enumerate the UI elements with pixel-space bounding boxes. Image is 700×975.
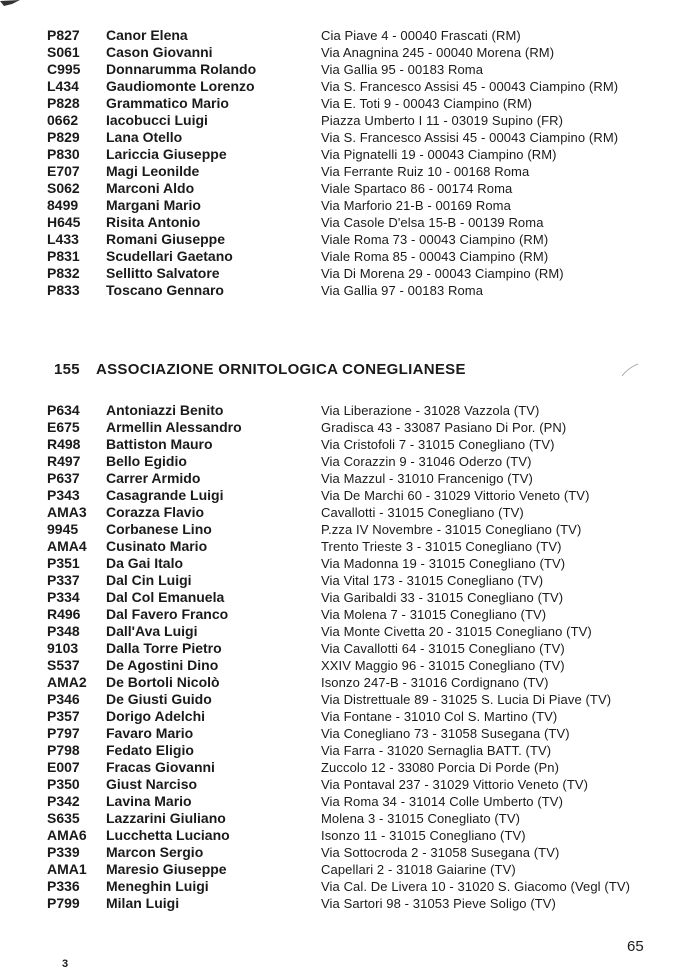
member-name: Corazza Flavio bbox=[106, 504, 205, 520]
list-item bbox=[0, 708, 700, 725]
member-address: Capellari 2 - 31018 Gaiarine (TV) bbox=[321, 862, 516, 877]
member-code: P831 bbox=[47, 248, 80, 264]
member-code: P337 bbox=[47, 572, 80, 588]
member-code: P798 bbox=[47, 742, 80, 758]
section-heading bbox=[54, 361, 466, 378]
member-name: Battiston Mauro bbox=[106, 436, 213, 452]
member-name: Magi Leonilde bbox=[106, 163, 200, 179]
member-code: P342 bbox=[47, 793, 80, 809]
list-item bbox=[0, 27, 700, 44]
list-item bbox=[0, 402, 700, 419]
list-item bbox=[0, 623, 700, 640]
list-item bbox=[0, 95, 700, 112]
member-list-top bbox=[0, 27, 700, 299]
footer-mark: 3 bbox=[62, 958, 69, 970]
member-address: Via Di Morena 29 - 00043 Ciampino (RM) bbox=[321, 266, 564, 281]
member-code: P833 bbox=[47, 282, 80, 298]
member-address: Via Cristofoli 7 - 31015 Conegliano (TV) bbox=[321, 437, 555, 452]
list-item bbox=[0, 555, 700, 572]
list-item bbox=[0, 674, 700, 691]
member-name: Cusinato Mario bbox=[106, 538, 208, 554]
member-name: Cason Giovanni bbox=[106, 44, 213, 60]
member-name: Grammatico Mario bbox=[106, 95, 229, 111]
member-address: Via Garibaldi 33 - 31015 Conegliano (TV) bbox=[321, 590, 564, 605]
member-code: P334 bbox=[47, 589, 80, 605]
member-address: Via E. Toti 9 - 00043 Ciampino (RM) bbox=[321, 96, 533, 111]
member-name: De Giusti Guido bbox=[106, 691, 212, 707]
member-address: Cia Piave 4 - 00040 Frascati (RM) bbox=[321, 28, 521, 43]
list-item bbox=[0, 197, 700, 214]
list-item bbox=[0, 129, 700, 146]
member-code: P350 bbox=[47, 776, 80, 792]
member-name: Meneghin Luigi bbox=[106, 878, 209, 894]
member-name: Armellin Alessandro bbox=[106, 419, 242, 435]
list-item bbox=[0, 453, 700, 470]
member-address: Via Pontaval 237 - 31029 Vittorio Veneto (TV) bbox=[321, 777, 589, 792]
member-name: Fedato Eligio bbox=[106, 742, 194, 758]
member-address: Via Marforio 21-B - 00169 Roma bbox=[321, 198, 511, 213]
member-code: 9945 bbox=[47, 521, 79, 537]
member-name: Risita Antonio bbox=[106, 214, 201, 230]
list-item bbox=[0, 231, 700, 248]
member-code: L434 bbox=[47, 78, 79, 94]
member-name: Lazzarini Giuliano bbox=[106, 810, 226, 826]
member-address: XXIV Maggio 96 - 31015 Conegliano (TV) bbox=[321, 658, 565, 673]
member-code: P637 bbox=[47, 470, 80, 486]
list-item bbox=[0, 163, 700, 180]
list-item bbox=[0, 861, 700, 878]
member-address: Via Cal. De Livera 10 - 31020 S. Giacomo (Vegl (TV) bbox=[321, 879, 631, 894]
member-code: P797 bbox=[47, 725, 80, 741]
list-item bbox=[0, 589, 700, 606]
member-code: S537 bbox=[47, 657, 80, 673]
member-code: C995 bbox=[47, 61, 81, 77]
list-item bbox=[0, 487, 700, 504]
list-item bbox=[0, 657, 700, 674]
member-code: 8499 bbox=[47, 197, 79, 213]
member-address: Viale Spartaco 86 - 00174 Roma bbox=[321, 181, 513, 196]
member-name: Lavina Mario bbox=[106, 793, 192, 809]
member-list-main bbox=[0, 402, 700, 912]
member-address: Via S. Francesco Assisi 45 - 00043 Ciampino (RM) bbox=[321, 79, 619, 94]
member-code: P348 bbox=[47, 623, 80, 639]
member-code: AMA6 bbox=[47, 827, 87, 843]
member-name: Lariccia Giuseppe bbox=[106, 146, 227, 162]
member-name: Antoniazzi Benito bbox=[106, 402, 224, 418]
member-address: Isonzo 11 - 31015 Conegliano (TV) bbox=[321, 828, 526, 843]
member-name: Marcon Sergio bbox=[106, 844, 204, 860]
list-item bbox=[0, 895, 700, 912]
member-code: S061 bbox=[47, 44, 80, 60]
member-address: Cavallotti - 31015 Conegliano (TV) bbox=[321, 505, 524, 520]
page-number: 65 bbox=[627, 938, 644, 955]
member-address: Via Conegliano 73 - 31058 Susegana (TV) bbox=[321, 726, 570, 741]
list-item bbox=[0, 419, 700, 436]
list-item bbox=[0, 776, 700, 793]
list-item bbox=[0, 78, 700, 95]
member-name: Gaudiomonte Lorenzo bbox=[106, 78, 255, 94]
list-item bbox=[0, 742, 700, 759]
list-item bbox=[0, 793, 700, 810]
member-code: AMA4 bbox=[47, 538, 87, 554]
member-code: P830 bbox=[47, 146, 80, 162]
member-address: Via Vital 173 - 31015 Conegliano (TV) bbox=[321, 573, 544, 588]
member-code: R497 bbox=[47, 453, 81, 469]
member-code: P351 bbox=[47, 555, 80, 571]
member-address: Via Corazzin 9 - 31046 Oderzo (TV) bbox=[321, 454, 532, 469]
section-number: 155 bbox=[54, 361, 80, 378]
member-name: Dalla Torre Pietro bbox=[106, 640, 222, 656]
list-item bbox=[0, 640, 700, 657]
member-name: Lucchetta Luciano bbox=[106, 827, 230, 843]
member-code: R498 bbox=[47, 436, 81, 452]
member-name: Donnarumma Rolando bbox=[106, 61, 257, 77]
member-address: Via Liberazione - 31028 Vazzola (TV) bbox=[321, 403, 540, 418]
member-name: Romani Giuseppe bbox=[106, 231, 226, 247]
list-item bbox=[0, 521, 700, 538]
list-item bbox=[0, 691, 700, 708]
member-code: AMA2 bbox=[47, 674, 87, 690]
list-item bbox=[0, 44, 700, 61]
member-name: Favaro Mario bbox=[106, 725, 194, 741]
list-item bbox=[0, 827, 700, 844]
list-item bbox=[0, 248, 700, 265]
list-item bbox=[0, 759, 700, 776]
member-address: Via Pignatelli 19 - 00043 Ciampino (RM) bbox=[321, 147, 557, 162]
member-name: Da Gai Italo bbox=[106, 555, 184, 571]
member-name: Carrer Armido bbox=[106, 470, 201, 486]
list-item bbox=[0, 61, 700, 78]
member-address: Via Monte Civetta 20 - 31015 Conegliano (TV) bbox=[321, 624, 592, 639]
member-name: Lana Otello bbox=[106, 129, 183, 145]
member-code: L433 bbox=[47, 231, 79, 247]
member-code: P336 bbox=[47, 878, 80, 894]
member-code: P828 bbox=[47, 95, 80, 111]
list-item bbox=[0, 265, 700, 282]
member-name: Toscano Gennaro bbox=[106, 282, 224, 298]
member-name: Sellitto Salvatore bbox=[106, 265, 220, 281]
list-item bbox=[0, 436, 700, 453]
member-code: E675 bbox=[47, 419, 80, 435]
member-code: 0662 bbox=[47, 112, 79, 128]
member-name: Dal Cin Luigi bbox=[106, 572, 192, 588]
member-name: Margani Mario bbox=[106, 197, 201, 213]
member-address: Viale Roma 73 - 00043 Ciampino (RM) bbox=[321, 232, 549, 247]
member-address: Via S. Francesco Assisi 45 - 00043 Ciampino (RM) bbox=[321, 130, 619, 145]
member-code: 9103 bbox=[47, 640, 79, 656]
member-code: P346 bbox=[47, 691, 80, 707]
member-name: Giust Narciso bbox=[106, 776, 198, 792]
member-name: Corbanese Lino bbox=[106, 521, 212, 537]
member-name: Bello Egidio bbox=[106, 453, 187, 469]
member-address: Piazza Umberto I 11 - 03019 Supino (FR) bbox=[321, 113, 564, 128]
member-code: E707 bbox=[47, 163, 80, 179]
list-item bbox=[0, 606, 700, 623]
member-address: Via Gallia 95 - 00183 Roma bbox=[321, 62, 484, 77]
member-code: E007 bbox=[47, 759, 80, 775]
scan-artifact-mark bbox=[0, 0, 40, 14]
member-code: P634 bbox=[47, 402, 80, 418]
member-address: Isonzo 247-B - 31016 Cordignano (TV) bbox=[321, 675, 549, 690]
member-code: P829 bbox=[47, 129, 80, 145]
member-address: Via Fontane - 31010 Col S. Martino (TV) bbox=[321, 709, 558, 724]
list-item bbox=[0, 112, 700, 129]
member-address: Via Sartori 98 - 31053 Pieve Soligo (TV) bbox=[321, 896, 556, 911]
member-address: Via Roma 34 - 31014 Colle Umberto (TV) bbox=[321, 794, 563, 809]
member-address: Gradisca 43 - 33087 Pasiano Di Por. (PN) bbox=[321, 420, 567, 435]
member-address: Zuccolo 12 - 33080 Porcia Di Porde (Pn) bbox=[321, 760, 560, 775]
member-name: De Bortoli Nicolò bbox=[106, 674, 220, 690]
member-name: Dall'Ava Luigi bbox=[106, 623, 198, 639]
member-address: Via Farra - 31020 Sernaglia BATT. (TV) bbox=[321, 743, 552, 758]
member-address: P.zza IV Novembre - 31015 Conegliano (TV) bbox=[321, 522, 582, 537]
member-code: S062 bbox=[47, 180, 80, 196]
member-name: Dal Col Emanuela bbox=[106, 589, 225, 605]
list-item bbox=[0, 844, 700, 861]
list-item bbox=[0, 282, 700, 299]
member-address: Via Gallia 97 - 00183 Roma bbox=[321, 283, 484, 298]
member-name: Casagrande Luigi bbox=[106, 487, 224, 503]
member-address: Via Cavallotti 64 - 31015 Conegliano (TV) bbox=[321, 641, 565, 656]
member-code: AMA1 bbox=[47, 861, 87, 877]
member-code: P343 bbox=[47, 487, 80, 503]
member-code: P339 bbox=[47, 844, 80, 860]
member-address: Via Ferrante Ruiz 10 - 00168 Roma bbox=[321, 164, 530, 179]
member-name: De Agostini Dino bbox=[106, 657, 219, 673]
member-name: Scudellari Gaetano bbox=[106, 248, 233, 264]
member-name: Marconi Aldo bbox=[106, 180, 195, 196]
member-code: P357 bbox=[47, 708, 80, 724]
member-name: Dorigo Adelchi bbox=[106, 708, 206, 724]
list-item bbox=[0, 878, 700, 895]
member-code: S635 bbox=[47, 810, 80, 826]
section-title: ASSOCIAZIONE ORNITOLOGICA CONEGLIANESE bbox=[96, 361, 466, 378]
member-address: Via Distrettuale 89 - 31025 S. Lucia Di Piave (TV) bbox=[321, 692, 612, 707]
stray-pen-mark bbox=[620, 362, 640, 378]
member-name: Maresio Giuseppe bbox=[106, 861, 227, 877]
list-item bbox=[0, 538, 700, 555]
member-address: Trento Trieste 3 - 31015 Conegliano (TV) bbox=[321, 539, 562, 554]
member-code: P832 bbox=[47, 265, 80, 281]
list-item bbox=[0, 146, 700, 163]
member-code: R496 bbox=[47, 606, 81, 622]
list-item bbox=[0, 180, 700, 197]
list-item bbox=[0, 810, 700, 827]
member-name: Fracas Giovanni bbox=[106, 759, 215, 775]
member-address: Via Molena 7 - 31015 Conegliano (TV) bbox=[321, 607, 547, 622]
list-item bbox=[0, 504, 700, 521]
member-name: Milan Luigi bbox=[106, 895, 180, 911]
member-address: Viale Roma 85 - 00043 Ciampino (RM) bbox=[321, 249, 549, 264]
member-code: AMA3 bbox=[47, 504, 87, 520]
member-address: Via Anagnina 245 - 00040 Morena (RM) bbox=[321, 45, 555, 60]
member-code: P799 bbox=[47, 895, 80, 911]
member-address: Via Madonna 19 - 31015 Conegliano (TV) bbox=[321, 556, 566, 571]
list-item bbox=[0, 572, 700, 589]
member-code: P827 bbox=[47, 27, 80, 43]
member-address: Via Casole D'elsa 15-B - 00139 Roma bbox=[321, 215, 544, 230]
member-name: Canor Elena bbox=[106, 27, 188, 43]
member-code: H645 bbox=[47, 214, 81, 230]
member-name: Dal Favero Franco bbox=[106, 606, 229, 622]
list-item bbox=[0, 470, 700, 487]
member-address: Via Sottocroda 2 - 31058 Susegana (TV) bbox=[321, 845, 560, 860]
member-address: Molena 3 - 31015 Conegliato (TV) bbox=[321, 811, 521, 826]
list-item bbox=[0, 725, 700, 742]
member-address: Via De Marchi 60 - 31029 Vittorio Veneto (TV) bbox=[321, 488, 590, 503]
member-name: Iacobucci Luigi bbox=[106, 112, 208, 128]
member-address: Via Mazzul - 31010 Francenigo (TV) bbox=[321, 471, 533, 486]
list-item bbox=[0, 214, 700, 231]
